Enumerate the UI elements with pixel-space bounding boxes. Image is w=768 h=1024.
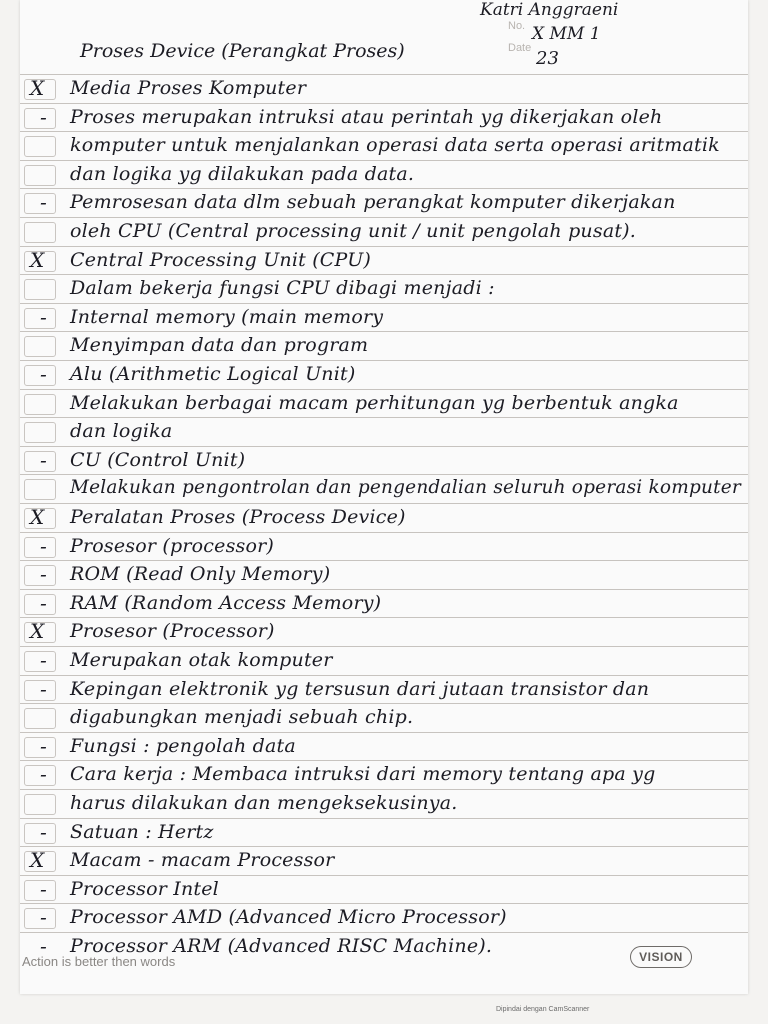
bullet-dash: -	[40, 190, 47, 214]
note-line: Menyimpan data dan program	[70, 334, 369, 356]
note-line: Alu (Arithmetic Logical Unit)	[70, 363, 356, 385]
note-line: Proses merupakan intruksi atau perintah yg dikerjakan oleh	[70, 106, 663, 128]
note-line: RAM (Random Access Memory)	[70, 592, 382, 614]
student-number: 23	[536, 48, 559, 69]
ruled-line	[20, 789, 748, 790]
ruled-line	[20, 532, 748, 533]
bullet-dash: -	[40, 820, 47, 844]
ruled-line	[20, 446, 748, 447]
ruled-line	[20, 732, 748, 733]
note-line: Processor ARM (Advanced RISC Machine).	[70, 935, 493, 957]
margin-box	[24, 708, 56, 729]
note-line: CU (Control Unit)	[70, 449, 246, 471]
margin-box	[24, 394, 56, 415]
ruled-line	[20, 160, 748, 161]
section-heading: Macam - macam Processor	[70, 849, 335, 871]
ruled-line	[20, 932, 748, 933]
margin-box	[24, 422, 56, 443]
ruled-line	[20, 474, 748, 475]
margin-box	[24, 279, 56, 300]
note-line: Satuan : Hertz	[70, 821, 214, 843]
margin-box	[24, 479, 56, 500]
section-marker: X	[30, 248, 45, 272]
ruled-line	[20, 360, 748, 361]
ruled-line	[20, 589, 748, 590]
ruled-line	[20, 875, 748, 876]
student-class: X MM 1	[532, 24, 601, 44]
ruled-line	[20, 703, 748, 704]
note-line: Internal memory (main memory	[70, 306, 384, 328]
ruled-line	[20, 389, 748, 390]
note-line: Kepingan elektronik yg tersusun dari jutaan transistor dan	[70, 678, 650, 700]
ruled-line	[20, 617, 748, 618]
bullet-dash: -	[40, 648, 47, 672]
note-line: komputer untuk menjalankan operasi data serta operasi aritmatik	[70, 134, 720, 156]
note-line: dan logika yg dilakukan pada data.	[70, 163, 415, 185]
note-line: Cara kerja : Membaca intruksi dari memory tentang apa yg	[70, 763, 656, 785]
margin-box	[24, 222, 56, 243]
margin-box	[24, 794, 56, 815]
ruled-line	[20, 503, 748, 504]
ruled-line	[20, 646, 748, 647]
date-label: Date	[508, 42, 532, 54]
ruled-line	[20, 331, 748, 332]
margin-box	[24, 336, 56, 357]
ruled-line	[20, 103, 748, 104]
margin-box	[24, 136, 56, 157]
ruled-line	[20, 846, 748, 847]
section-heading: Media Proses Komputer	[70, 77, 307, 99]
bullet-dash: -	[40, 448, 47, 472]
note-line: Pemrosesan data dlm sebuah perangkat komputer dikerjakan	[70, 191, 676, 213]
ruled-line	[20, 74, 748, 75]
ruled-line	[20, 760, 748, 761]
ruled-line	[20, 274, 748, 275]
bullet-dash: -	[40, 762, 47, 786]
section-heading: Peralatan Proses (Process Device)	[70, 506, 406, 528]
note-line: ROM (Read Only Memory)	[70, 563, 331, 585]
bullet-dash: -	[40, 534, 47, 558]
note-line: Processor AMD (Advanced Micro Processor)	[70, 906, 507, 928]
bullet-dash: -	[40, 934, 47, 958]
footer-motto: Action is better then words	[22, 954, 176, 969]
ruled-line	[20, 303, 748, 304]
scan-watermark: Dipindai dengan CamScanner	[496, 1006, 590, 1013]
ruled-line	[20, 131, 748, 132]
bullet-dash: -	[40, 677, 47, 701]
note-line: Prosesor (processor)	[70, 535, 275, 557]
bullet-dash: -	[40, 105, 47, 129]
bullet-dash: -	[40, 362, 47, 386]
ruled-line	[20, 217, 748, 218]
section-heading: Central Processing Unit (CPU)	[70, 249, 372, 271]
vision-brand-logo: VISION	[630, 946, 692, 968]
ruled-line	[20, 188, 748, 189]
margin-box	[24, 165, 56, 186]
page-title: Proses Device (Perangkat Proses)	[80, 40, 405, 62]
note-line: Melakukan pengontrolan dan pengendalian seluruh operasi komputer	[70, 477, 741, 498]
student-name: Katri Anggraeni	[480, 0, 619, 20]
section-marker: X	[30, 76, 45, 100]
ruled-line	[20, 560, 748, 561]
bullet-dash: -	[40, 305, 47, 329]
note-line: Fungsi : pengolah data	[70, 735, 296, 757]
section-marker: X	[30, 619, 45, 643]
note-line: harus dilakukan dan mengeksekusinya.	[70, 792, 458, 814]
note-line: Melakukan berbagai macam perhitungan yg berbentuk angka	[70, 392, 679, 414]
note-line: dan logika	[70, 420, 173, 442]
bullet-dash: -	[40, 734, 47, 758]
note-line: oleh CPU (Central processing unit / unit pengolah pusat).	[70, 220, 637, 242]
bullet-dash: -	[40, 591, 47, 615]
no-label: No.	[508, 20, 526, 32]
ruled-line	[20, 818, 748, 819]
section-marker: X	[30, 848, 45, 872]
bullet-dash: -	[40, 877, 47, 901]
note-line: Merupakan otak komputer	[70, 649, 333, 671]
ruled-line	[20, 675, 748, 676]
notebook-page	[20, 0, 748, 994]
note-line: Dalam bekerja fungsi CPU dibagi menjadi :	[70, 277, 495, 299]
ruled-line	[20, 417, 748, 418]
section-marker: X	[30, 505, 45, 529]
note-line: Processor Intel	[70, 878, 219, 900]
note-line: digabungkan menjadi sebuah chip.	[70, 706, 414, 728]
section-heading: Prosesor (Processor)	[70, 620, 275, 642]
ruled-line	[20, 903, 748, 904]
bullet-dash: -	[40, 562, 47, 586]
bullet-dash: -	[40, 905, 47, 929]
ruled-line	[20, 246, 748, 247]
